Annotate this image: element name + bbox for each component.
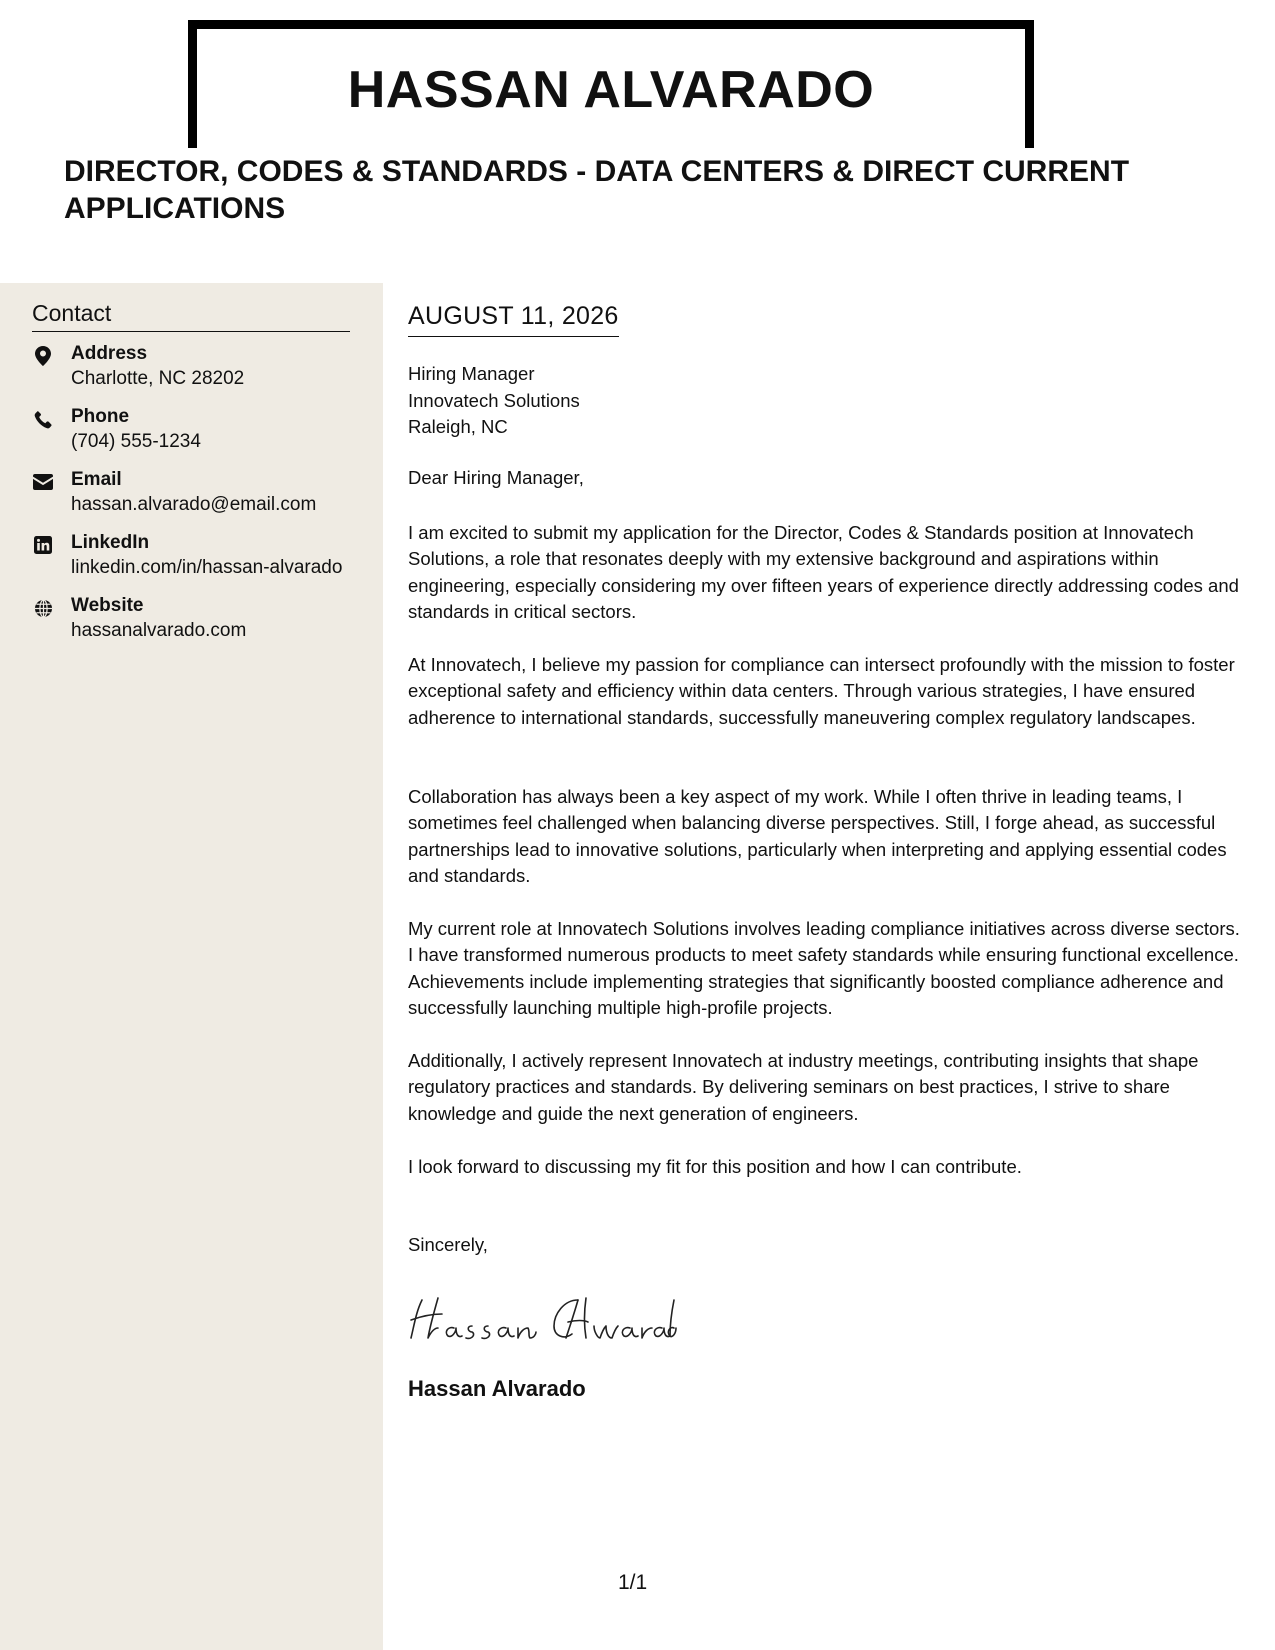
recipient-line: Raleigh, NC [408, 416, 508, 437]
linkedin-icon [32, 534, 54, 556]
candidate-name: HASSAN ALVARADO [347, 61, 875, 119]
closing: Sincerely, [408, 1234, 488, 1255]
letter-paragraph: At Innovatech, I believe my passion for compliance can intersect profoundly with the mission to foster exceptional safety and efficiency within data centers. Through various strategies, I have ensured adherence to international standards, successfully maneuvering complex regulatory landscapes. [408, 654, 1235, 728]
job-title: DIRECTOR, CODES & STANDARDS - DATA CENTERS & DIRECT CURRENT APPLICATIONS [64, 153, 1174, 227]
letter-paragraph: Collaboration has always been a key aspect of my work. While I often thrive in leading teams, I sometimes feel challenged when balancing diverse perspectives. Still, I forge ahead, as successful partnerships lead to innovative solutions, particularly when interpreting and applying essential codes and standards. [408, 786, 1227, 886]
phone-value: (704) 555-1234 [71, 431, 201, 452]
recipient-line: Hiring Manager [408, 363, 535, 384]
letter-paragraph: I am excited to submit my application for the Director, Codes & Standards position at Innovatech Solutions, a role that resonates deeply with my extensive background and aspirations within engineering, especially considering my over fifteen years of experience directly addressing codes and standards in critical sectors. [408, 522, 1239, 622]
page-number: 1/1 [618, 1571, 648, 1594]
letter-date: AUGUST 11, 2026 [408, 302, 619, 337]
email-label: Email [71, 469, 122, 490]
salutation: Dear Hiring Manager, [408, 467, 584, 488]
signer-name: Hassan Alvarado [408, 1376, 586, 1401]
recipient-line: Innovatech Solutions [408, 389, 580, 411]
letter-paragraph: My current role at Innovatech Solutions involves leading compliance initiatives across diverse sectors. I have transformed numerous products to meet safety standards while ensuring functional excellence. Achievements include implementing strategies that significantly boosted compliance adherence and successfully launching multiple high-profile projects. [408, 918, 1240, 1018]
email-value: hassan.alvarado@email.com [71, 494, 317, 515]
map-pin-icon [32, 345, 54, 367]
linkedin-label: LinkedIn [71, 532, 150, 553]
handwritten-signature [408, 1292, 678, 1348]
letter-paragraph: I look forward to discussing my fit for this position and how I can contribute. [408, 1156, 1022, 1177]
address-value: Charlotte, NC 28202 [71, 368, 245, 389]
contact-sidebar [0, 283, 383, 1650]
globe-icon [32, 597, 54, 619]
phone-icon [32, 408, 54, 430]
contact-heading: Contact [32, 300, 350, 332]
envelope-icon [32, 471, 54, 493]
letter-paragraph: Additionally, I actively represent Innovatech at industry meetings, contributing insights that shape regulatory practices and standards. By delivering seminars on best practices, I strive to share knowledge and guide the next generation of engineers. [408, 1050, 1199, 1124]
linkedin-value: linkedin.com/in/hassan-alvarado [71, 557, 343, 578]
address-label: Address [71, 343, 148, 364]
phone-label: Phone [71, 406, 130, 427]
website-label: Website [71, 595, 144, 616]
website-value: hassanalvarado.com [71, 620, 247, 641]
recipient-block [408, 361, 580, 441]
